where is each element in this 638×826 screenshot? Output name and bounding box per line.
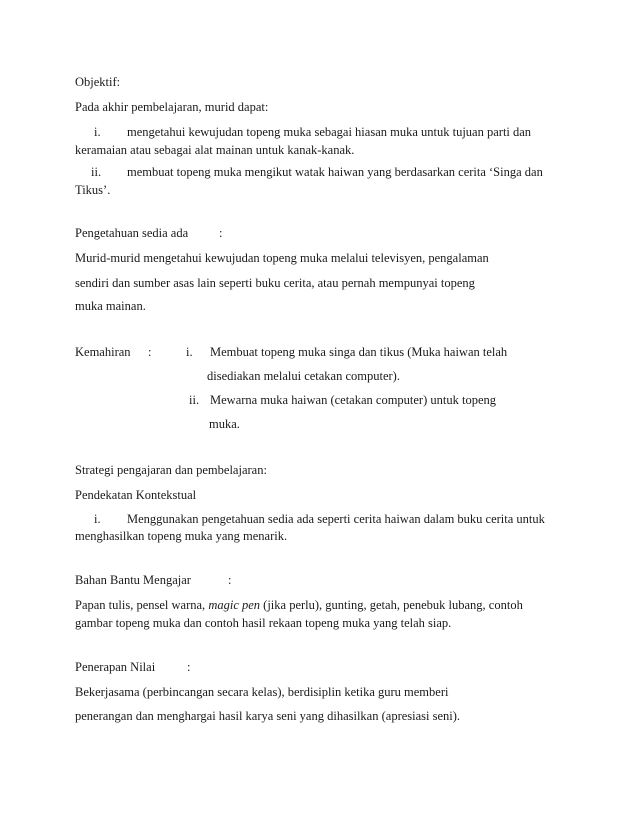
- objektif-item-2-line-2: Tikus’.: [75, 183, 111, 197]
- pengetahuan-line-3: muka mainan.: [75, 299, 146, 313]
- strategi-subheading: Pendekatan Kontekstual: [75, 488, 197, 502]
- objektif-heading: Objektif:: [75, 75, 121, 89]
- objektif-item-1-number: i.: [94, 125, 101, 139]
- bahan-line-1-start: Papan tulis, pensel warna,: [75, 598, 209, 612]
- pengetahuan-heading: Pengetahuan sedia ada: [75, 226, 189, 240]
- objektif-item-1-line-2: keramaian atau sebagai alat mainan untuk kanak-kanak.: [75, 143, 355, 157]
- nilai-line-2: penerangan dan menghargai hasil karya seni yang dihasilkan (apresiasi seni).: [75, 709, 461, 723]
- bahan-colon: :: [228, 573, 232, 587]
- pengetahuan-line-2: sendiri dan sumber asas lain seperti buku cerita, atau pernah mempunyai topeng: [75, 276, 475, 290]
- kemahiran-item-1-line-1: Membuat topeng muka singa dan tikus (Muka haiwan telah: [210, 345, 508, 359]
- objektif-item-2-line-1: membuat topeng muka mengikut watak haiwan yang berdasarkan cerita ‘Singa dan: [127, 165, 543, 179]
- kemahiran-item-2-line-1: Mewarna muka haiwan (cetakan computer) untuk topeng: [210, 393, 497, 407]
- nilai-colon: :: [187, 660, 191, 674]
- bahan-heading: Bahan Bantu Mengajar: [75, 573, 191, 587]
- objektif-item-1-line-1: mengetahui kewujudan topeng muka sebagai hiasan muka untuk tujuan parti dan: [127, 125, 532, 139]
- kemahiran-item-2-number: ii.: [189, 393, 200, 407]
- bahan-line-2: gambar topeng muka dan contoh hasil rekaan topeng muka yang telah siap.: [75, 616, 452, 630]
- strategi-item-1-number: i.: [94, 512, 101, 526]
- bahan-line-1-end: (jika perlu), gunting, getah, penebuk lubang, contoh: [260, 598, 523, 612]
- bahan-line-1: [75, 597, 523, 614]
- objektif-item-2-number: ii.: [91, 165, 102, 179]
- objektif-intro: Pada akhir pembelajaran, murid dapat:: [75, 100, 269, 114]
- bahan-line-1-italic: magic pen: [208, 598, 261, 612]
- pengetahuan-line-1: Murid-murid mengetahui kewujudan topeng muka melalui televisyen, pengalaman: [75, 251, 489, 265]
- strategi-item-1-line-1: Menggunakan pengetahuan sedia ada seperti cerita haiwan dalam buku cerita untuk: [127, 512, 545, 526]
- kemahiran-item-2-line-2: muka.: [209, 417, 240, 431]
- kemahiran-item-1-number: i.: [186, 345, 193, 359]
- pengetahuan-colon: :: [219, 226, 223, 240]
- kemahiran-item-1-line-2: disediakan melalui cetakan computer).: [207, 369, 400, 383]
- nilai-heading: Penerapan Nilai: [75, 660, 156, 674]
- strategi-heading: Strategi pengajaran dan pembelajaran:: [75, 463, 267, 477]
- strategi-item-1-line-2: menghasilkan topeng muka yang menarik.: [75, 529, 288, 543]
- kemahiran-heading: Kemahiran: [75, 345, 131, 359]
- kemahiran-colon: :: [148, 345, 152, 359]
- nilai-line-1: Bekerjasama (perbincangan secara kelas), berdisiplin ketika guru memberi: [75, 685, 449, 699]
